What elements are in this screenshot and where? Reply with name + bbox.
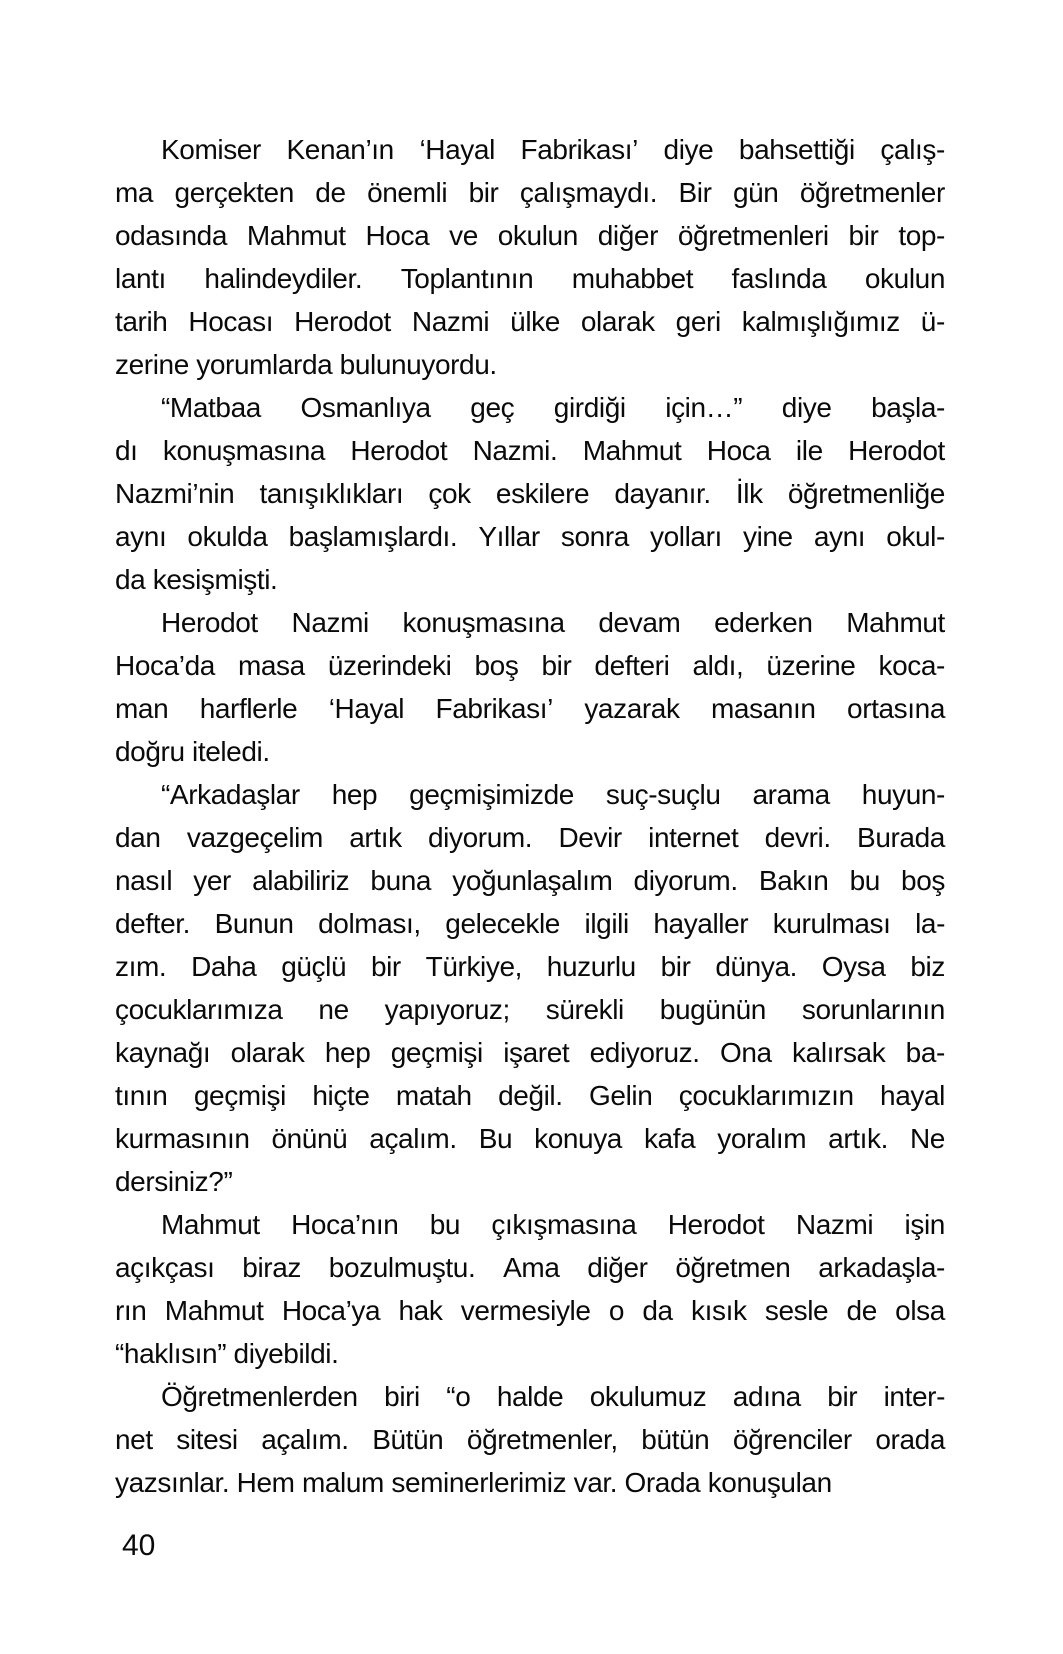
text-line: ma gerçekten de önemli bir çalışmaydı. Bir gün öğretmenler — [115, 177, 945, 208]
paragraph — [115, 128, 945, 386]
text-line: da kesişmişti. — [115, 564, 278, 595]
text-line: Hoca’da masa üzerindeki boş bir defteri aldı, üzerine koca- — [115, 650, 945, 681]
paragraph — [115, 1203, 945, 1375]
text-line: Nazmi’nin tanışıklıkları çok eskilere dayanır. İlk öğretmenliğe — [115, 478, 945, 509]
text-line: net sitesi açalım. Bütün öğretmenler, bütün öğrenciler orada — [115, 1424, 945, 1455]
text-line: tarih Hocası Herodot Nazmi ülke olarak geri kalmışlığımız ü- — [115, 306, 945, 337]
text-line: odasında Mahmut Hoca ve okulun diğer öğretmenleri bir top- — [115, 220, 945, 251]
text-line: doğru iteledi. — [115, 736, 270, 767]
text-line: tının geçmişi hiçte matah değil. Gelin çocuklarımızın hayal — [115, 1080, 945, 1111]
text-line: zım. Daha güçlü bir Türkiye, huzurlu bir dünya. Oysa biz — [115, 951, 945, 982]
text-line: Mahmut Hoca’nın bu çıkışmasına Herodot Nazmi işin — [161, 1209, 945, 1240]
text-line: rın Mahmut Hoca’ya hak vermesiyle o da kısık sesle de olsa — [115, 1295, 945, 1326]
paragraph — [115, 386, 945, 601]
text-line: dı konuşmasına Herodot Nazmi. Mahmut Hoca ile Herodot — [115, 435, 945, 466]
text-line: çocuklarımıza ne yapıyoruz; sürekli bugünün sorunlarının — [115, 994, 945, 1025]
text-line: “haklısın” diyebildi. — [115, 1338, 339, 1369]
text-line: Komiser Kenan’ın ‘Hayal Fabrikası’ diye bahsettiği çalış- — [161, 134, 945, 165]
text-line: yazsınlar. Hem malum seminerlerimiz var. Orada konuşulan — [115, 1467, 832, 1498]
text-line: dersiniz?” — [115, 1166, 233, 1197]
paragraph — [115, 601, 945, 773]
text-line: açıkçası biraz bozulmuştu. Ama diğer öğretmen arkadaşla- — [115, 1252, 945, 1283]
text-line: kurmasının önünü açalım. Bu konuya kafa yoralım artık. Ne — [115, 1123, 945, 1154]
page-number: 40 — [122, 1529, 156, 1562]
text-line: kaynağı olarak hep geçmişi işaret ediyoruz. Ona kalırsak ba- — [115, 1037, 945, 1068]
text-line: zerine yorumlarda bulunuyordu. — [115, 349, 497, 380]
text-line: dan vazgeçelim artık diyorum. Devir internet devri. Burada — [115, 822, 945, 853]
text-line: “Matbaa Osmanlıya geç girdiği için…” diye başla- — [161, 392, 945, 423]
text-line: Herodot Nazmi konuşmasına devam ederken Mahmut — [161, 607, 945, 638]
text-line: defter. Bunun dolması, gelecekle ilgili hayaller kurulması la- — [115, 908, 945, 939]
text-line: aynı okulda başlamışlardı. Yıllar sonra yolları yine aynı okul- — [115, 521, 945, 552]
text-line: man harflerle ‘Hayal Fabrikası’ yazarak masanın ortasına — [115, 693, 945, 724]
paragraph — [115, 1375, 945, 1504]
text-block — [115, 128, 945, 1504]
text-line: nasıl yer alabiliriz buna yoğunlaşalım diyorum. Bakın bu boş — [115, 865, 945, 896]
text-line: “Arkadaşlar hep geçmişimizde suç-suçlu arama huyun- — [161, 779, 945, 810]
text-line: Öğretmenlerden biri “o halde okulumuz adına bir inter- — [161, 1381, 945, 1412]
paragraph — [115, 773, 945, 1203]
text-line: lantı halindeydiler. Toplantının muhabbet faslında okulun — [115, 263, 945, 294]
